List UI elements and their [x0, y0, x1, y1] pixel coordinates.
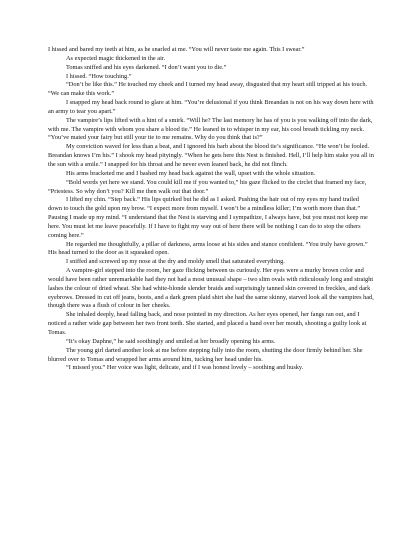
story-text [48, 46, 374, 373]
paragraph: A vampire-girl stepped into the room, her gaze flicking between us curiously. Her eyes were a murky brown color and would have been rather unremarkable had they not had a most unusual shape – two slim ovals with ridiculously long and straight lashes the colour of dried wheat. She had white-blonde slender braids and surprisingly tanned skin covered in freckles, and dark eyebrows. Dressed in cut off jeans, boots, and a dark green plaid shirt she had the same skinny, starved look all the vampires had, though there was a flush of colour in her cheeks. [48, 267, 374, 310]
paragraph: Tomas sniffed and his eyes darkened. “I don’t want you to die.” [66, 63, 227, 71]
paragraph: The vampire’s lips lifted with a hint of a smirk. “Will he? The last memory he has of you is you walking off into the dark, with me. The vampire with whom you share a blood tie.” He leaned in to whisper in my ear, his cool breath tickling my neck. “You’ve mated your fairy but still your tie to me remains. Why do you think that is?” [48, 116, 373, 142]
paragraph: I hissed and bared my teeth at him, as he snarled at me. “You will never taste me again. This I swear.” [48, 46, 305, 53]
paragraph: I sniffed and screwed up my nose at the dry and moldy smell that saturated everything. [66, 258, 285, 266]
paragraph: I snapped my head back round to glare at him. “You’re delusional if you think Breandan is not on his way down here with an army to tear you apart.” [48, 99, 374, 115]
paragraph: My conviction waved for less than a beat, and I ignored his barb about the blood tie’s significance. “He won’t be fooled. Breandan knows I’m his.” I shook my head pityingly. “When he gets here this Nest is finished. Hell, I’ll help him stake you all in the sun with a smile.” I snapped for his throat and he never even leaned back, he did not flinch. [48, 143, 374, 168]
paragraph: I lifted my chin. “Step back.” His lips quirked but he did as I asked. Pushing the hair out of my eyes my hand trailed down to touch the gold upon my brow. “I expect more from myself. I won’t be a mindless killer; I’m worth more than that.” Pausing I made up my mind. “I understand that the Nest is starving and I sympathize, I always have, but you must not keep me here. You must let me leave peacefully. If I have to fight my way out of here there will be nothing I can do to stop the others coming here.” [48, 196, 368, 239]
paragraph: “Don’t be like this.” He touched my cheek and I turned my head away, disgusted that my heart still tripped at his touch. “We can make this work.” [48, 81, 368, 98]
paragraph: As expected magic thickened in the air. [66, 54, 166, 62]
paragraph: “I missed you.” Her voice was light, delicate, and if I was honest lovely – soothing and husky. [66, 364, 304, 372]
paragraph: The young girl darted another look at me before stepping fully into the room, shutting the door firmly behind her. She blurred over to Tomas and wrapped her arms around him, tucking her head under his. [48, 346, 363, 363]
paragraph: “It’s okay Daphne,” he said soothingly and smiled at her broadly opening his arms. [66, 337, 276, 345]
paragraph: She inhaled deeply, head falling back, and nose pointed in my direction. As her eyes opened, her fangs ran out, and I noticed a rather wide gap between her two front teeth. She started, and placed a hand over her mouth, shooting a guilty look at Tomas. [48, 311, 367, 336]
paragraph: His arms bracketed me and I bashed my head back against the wall, upset with the whole situation. [66, 169, 316, 177]
paragraph: “Bold words yet here we stand. You could kill me if you wanted to,” his gaze flicked to the circlet that framed my face, “Priestess. So why don’t you? Kill me then walk out that door.” [48, 178, 367, 195]
paragraph: I hissed. “How touching.” [66, 72, 132, 80]
paragraph: He regarded me thoughtfully, a pillar of darkness, arms loose at his sides and stance confident. “You truly have grown.” His head turned to the door as it squeaked open. [48, 240, 368, 257]
